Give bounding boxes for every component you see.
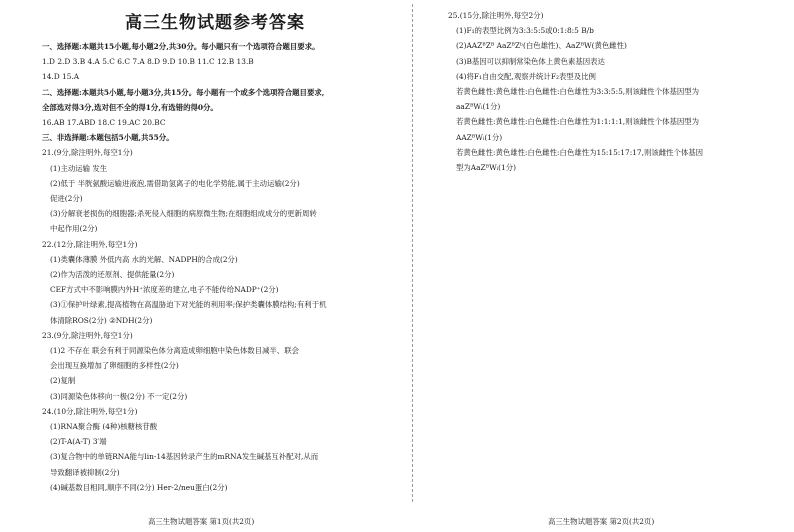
answer-line: 1.D 2.D 3.B 4.A 5.C 6.C 7.A 8.D 9.D 10.B 11.C 12.B 13.B bbox=[42, 57, 254, 67]
answer-line: 24.(10分,除注明外,每空1分) bbox=[42, 406, 138, 416]
answer-line: aaZᴮWᵢ(1分) bbox=[456, 102, 501, 112]
answer-line: (1)2 不存在 联会有利于同源染色体分离造成卵细胞中染色体数目减半、联会 bbox=[50, 346, 299, 356]
section-heading: 一、选择题:本题共15小题,每小题2分,共30分。每小题只有一个选项符合题目要求。 bbox=[42, 42, 320, 51]
answer-line: 体清除ROS(2分) ②NDH(2分) bbox=[50, 315, 153, 325]
answer-line: 导致翻译被抑制(2分) bbox=[50, 467, 120, 477]
answer-line: (2)作为活泼的还原剂、提供能量(2分) bbox=[50, 270, 175, 280]
page-footer-2: 高三生物试题答案 第2页(共2页) bbox=[548, 517, 655, 526]
answer-line: (2)复制 bbox=[50, 376, 76, 386]
answer-line: 促进(2分) bbox=[50, 194, 83, 204]
answer-line: (3)B基因可以抑制常染色体上黄色素基因表达 bbox=[456, 56, 605, 66]
answer-line: (4)碱基数目相同,顺序不同(2分) Her-2/neu蛋白(2分) bbox=[50, 482, 228, 492]
answer-line: (1)RNA聚合酶 (4种)核糖核苷酸 bbox=[50, 422, 158, 432]
answer-page-2 bbox=[418, 0, 794, 532]
answer-line: AAZᴮWᵢ(1分) bbox=[456, 132, 503, 142]
answer-line: 14.D 15.A bbox=[42, 72, 80, 82]
section-heading: 二、选择题:本题共5小题,每小题3分,共15分。每小题有一个或多个选项符合题目要求, bbox=[42, 87, 325, 97]
answer-line: 22.(12分,除注明外,每空1分) bbox=[42, 239, 138, 249]
page-divider bbox=[412, 4, 413, 502]
section-heading: 三、非选择题:本题包括5小题,共55分。 bbox=[42, 133, 174, 143]
answer-line: (1)类囊体薄膜 外低内高 水的光解、NADPH的合成(2分) bbox=[50, 254, 238, 264]
answer-line: CEF方式中不影响膜内外H⁺浓度差的建立,电子不能传给NADP⁺(2分) bbox=[50, 285, 279, 295]
answer-line: (2)T-A(A-T) 3′端 bbox=[50, 437, 107, 447]
answer-line: (4)将F₁自由交配,观察并统计F₂表型及比例 bbox=[456, 71, 596, 81]
answer-line: 会出现互换增加了卵细胞的多样性(2分) bbox=[50, 361, 179, 371]
answer-line: 25.(15分,除注明外,每空2分) bbox=[448, 11, 544, 20]
answer-lines-page-1 bbox=[42, 39, 388, 495]
answer-line: (3)同源染色体移向一极(2分) 不一定(2分) bbox=[50, 391, 188, 401]
answer-line: 23.(9分,除注明外,每空1分) bbox=[42, 330, 133, 340]
page-title: 高三生物试题参考答案 bbox=[125, 13, 305, 33]
answer-line: (1)F₁的表型比例为3:3:5:5或0:1:8:5 B/b bbox=[456, 26, 594, 36]
answer-line: (2)低于 半胱氨酸运输进液泡,需借助氢离子的电化学势能,属于主动运输(2分) bbox=[50, 178, 300, 188]
answer-line: (1)主动运输 发生 bbox=[50, 163, 108, 173]
answer-line: (3)分解衰老损伤的细胞器;杀死侵入细胞的病原微生物;在细胞组成成分的更新周转 bbox=[50, 209, 317, 219]
answer-line: (2)AAZᴮZᴮ AaZᴮZᵇ(白色雄性)、AaZᴮW(黄色雌性) bbox=[456, 41, 627, 51]
answer-line: 型为AaZᴮWᵢ(1分) bbox=[456, 163, 517, 173]
answer-lines-page-2 bbox=[448, 8, 784, 175]
page-footer-1: 高三生物试题答案 第1页(共2页) bbox=[148, 517, 255, 526]
answer-line: 16.AB 17.ABD 18.C 19.AC 20.BC bbox=[42, 118, 166, 128]
answer-line: 21.(9分,除注明外,每空1分) bbox=[42, 148, 133, 158]
section-heading: 全部选对得3分,选对但不全的得1分,有选错的得0分。 bbox=[42, 102, 218, 112]
answer-line: (3)①保护叶绿素,提高植物在高温胁迫下对光能的利用率;保护类囊体膜结构;有利于机 bbox=[50, 300, 327, 310]
answer-line: (3)复合物中的单链RNA能与lin-14基因转录产生的mRNA发生碱基互补配对,从而 bbox=[50, 452, 319, 462]
answer-line: 若黄色雌性:黄色雄性:白色雌性:白色雄性为3:3:5:5,则该雌性个体基因型为 bbox=[456, 87, 700, 97]
answer-line: 若黄色雌性:黄色雄性:白色雌性:白色雄性为1:1:1:1,则该雌性个体基因型为 bbox=[456, 117, 700, 127]
answer-line: 若黄色雌性:黄色雄性:白色雌性:白色雄性为15:15:17:17,则该雌性个体基因 bbox=[456, 147, 704, 157]
answer-line: 中起作用(2分) bbox=[50, 224, 98, 234]
